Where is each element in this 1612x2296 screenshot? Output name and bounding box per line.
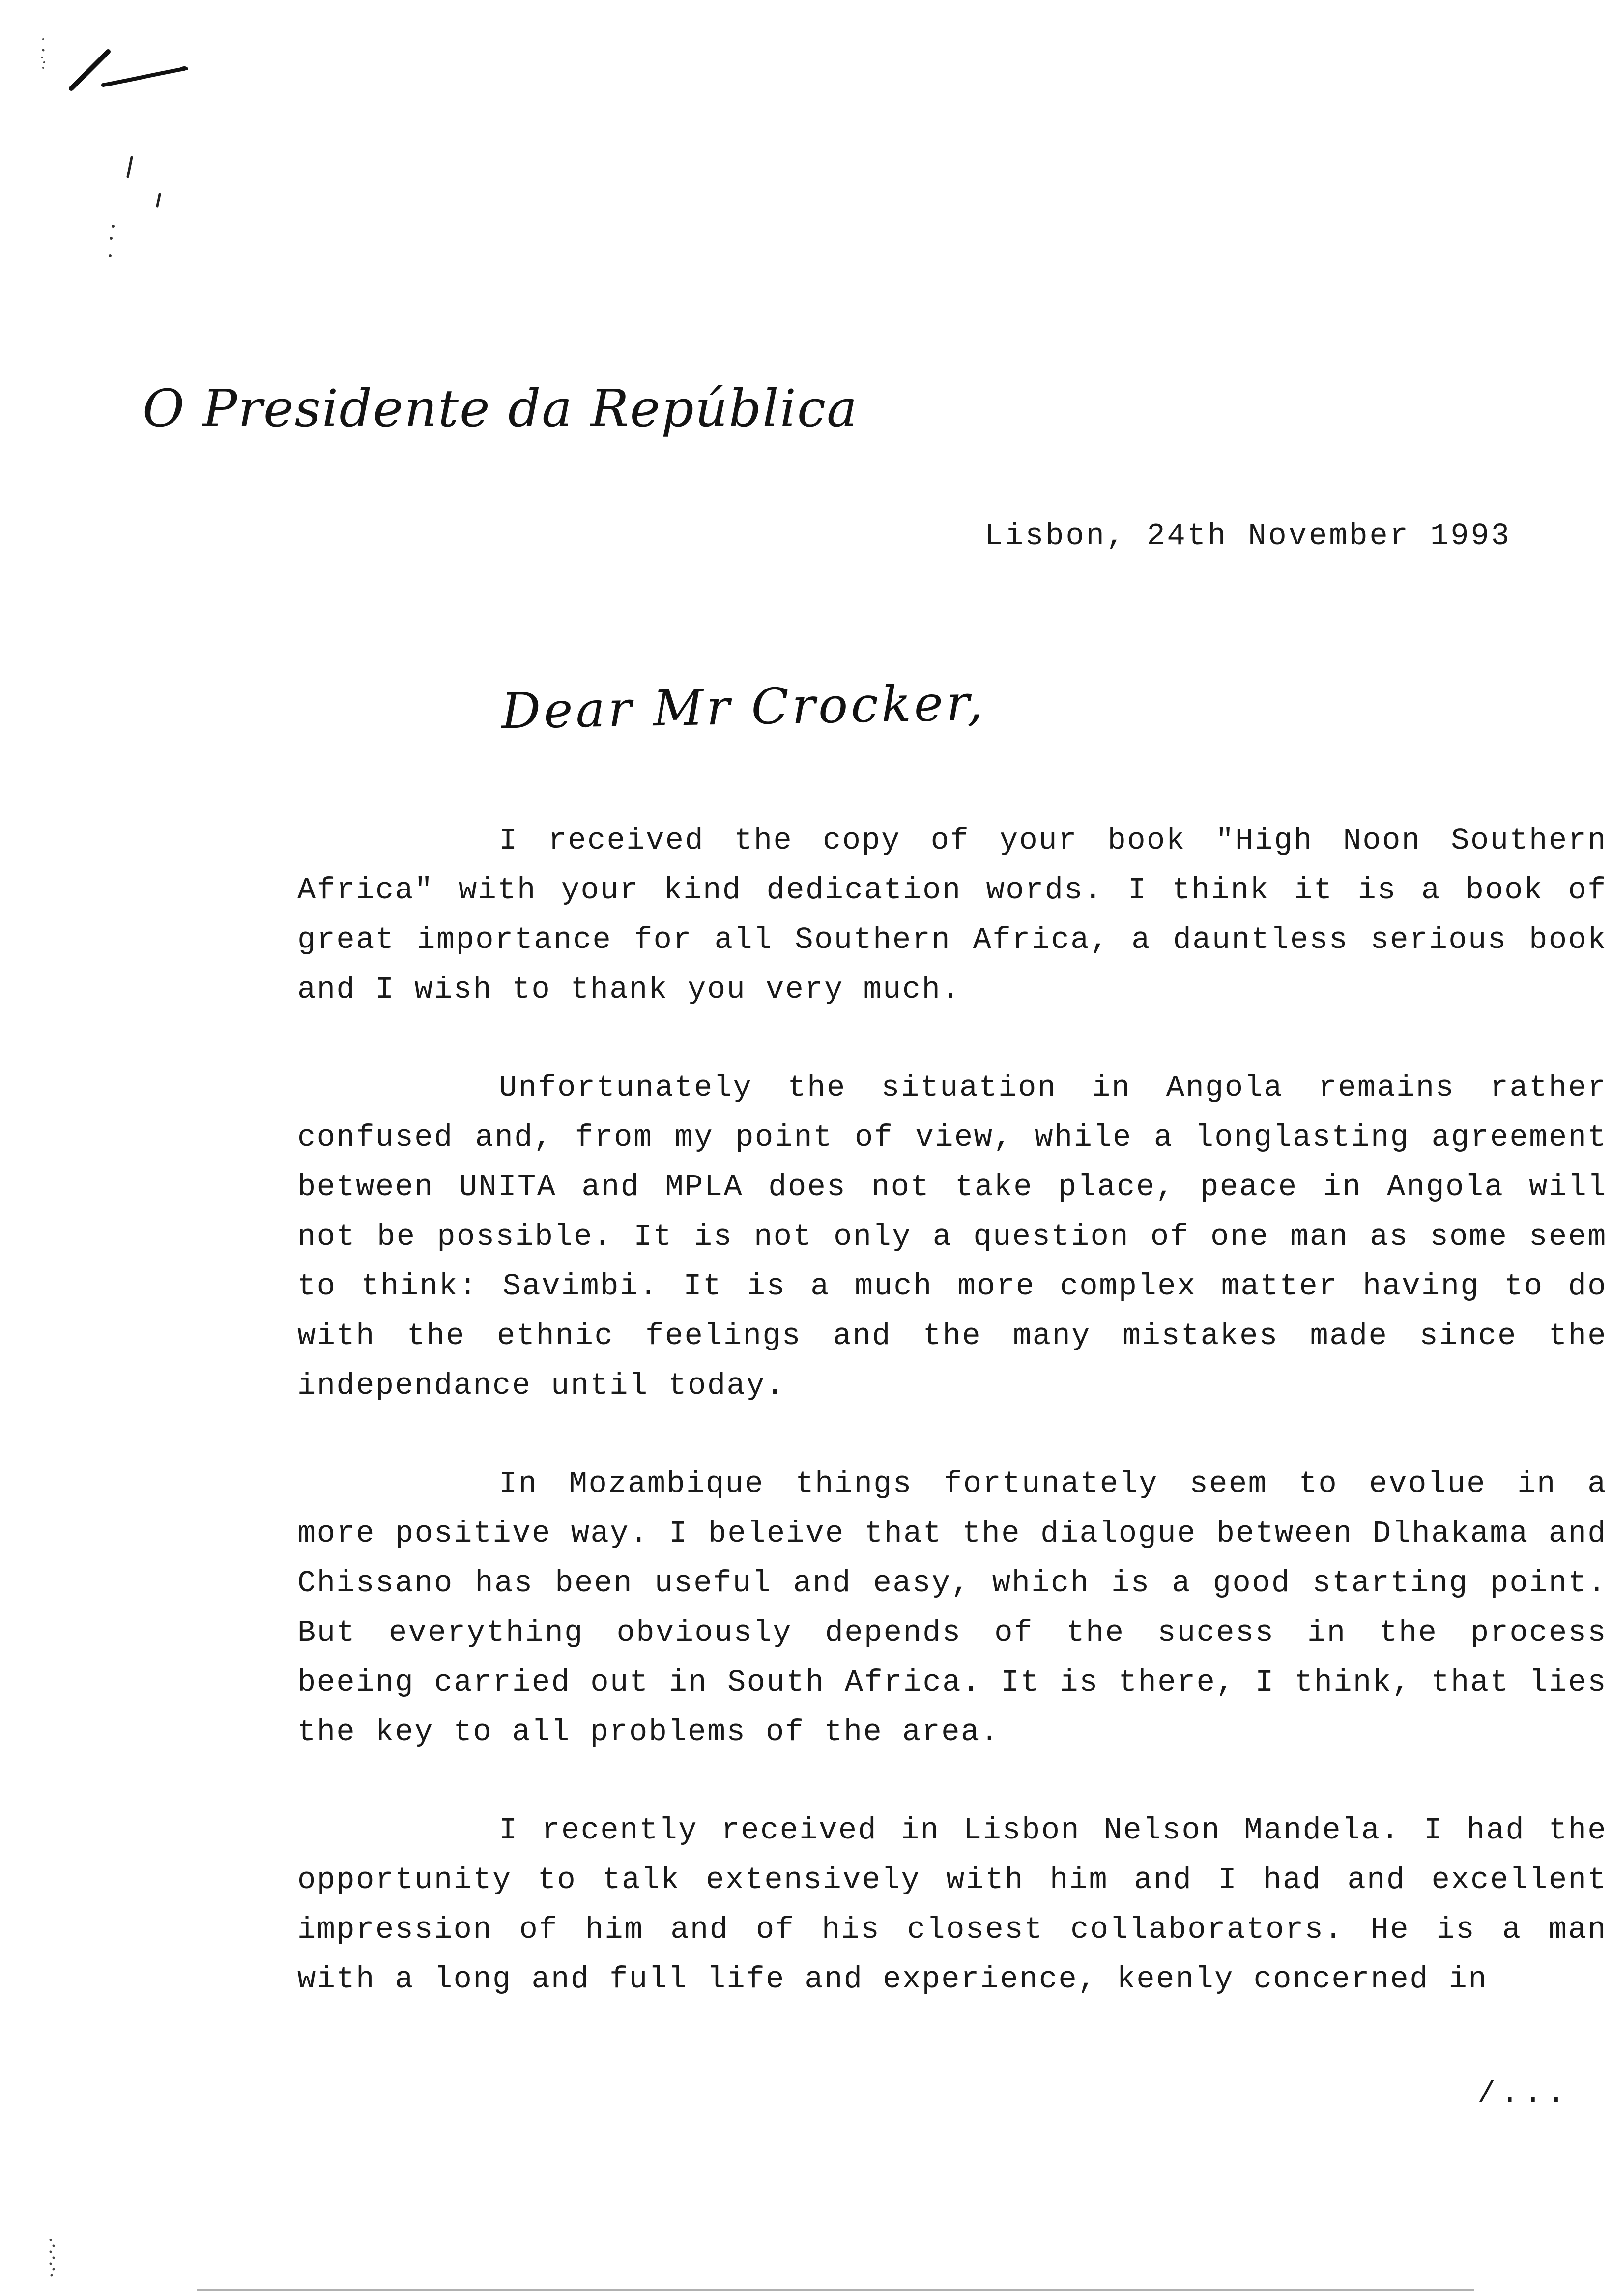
page-bottom-edge xyxy=(197,2289,1474,2291)
handwritten-initials-mark xyxy=(34,34,202,123)
letterhead-title: O Presidente da República xyxy=(143,378,859,438)
margin-tick-marks xyxy=(98,147,177,275)
paragraph-book-thanks: I received the copy of your book "High Noon Southern Africa" with your kind dedication words. I think it is a book of great importance for all Southern Africa, a dauntless serious book and I wish to thank you very much. xyxy=(297,823,1607,1007)
continuation-mark: /... xyxy=(1477,2076,1570,2111)
paragraph-angola: Unfortunately the situation in Angola remains rather confused and, from my point of view, while a longlasting agreement between UNITA and MPLA does not take place, peace in Angola will not be possible. It is not only a question of one man as some seem to think: Savimbi. It is a much more complex matter having to do with the ethnic feelings and the many mistakes made since the independance until today. xyxy=(297,1070,1607,1403)
letter-date: Lisbon, 24th November 1993 xyxy=(984,518,1511,553)
letter-body xyxy=(297,816,1607,2053)
handwritten-salutation: Dear Mr Crocker, xyxy=(501,674,986,740)
paragraph-mozambique: In Mozambique things fortunately seem to evolue in a more positive way. I beleive that the dialogue between Dlhakama and Chissano has been useful and easy, which is a good starting point. But everything obviously depends of the sucess in the process beeing carried out in South Africa. It is there, I think, that lies the key to all problems of the area. xyxy=(297,1466,1607,1750)
paragraph-mandela: I recently received in Lisbon Nelson Mandela. I had the opportunity to talk extensively with him and I had and excellent impression of him and of his closest collaborators. He is a man with a long and full life and experience, keenly concerned in xyxy=(297,1813,1607,1997)
margin-dots-bottom-decoration xyxy=(47,2236,58,2280)
